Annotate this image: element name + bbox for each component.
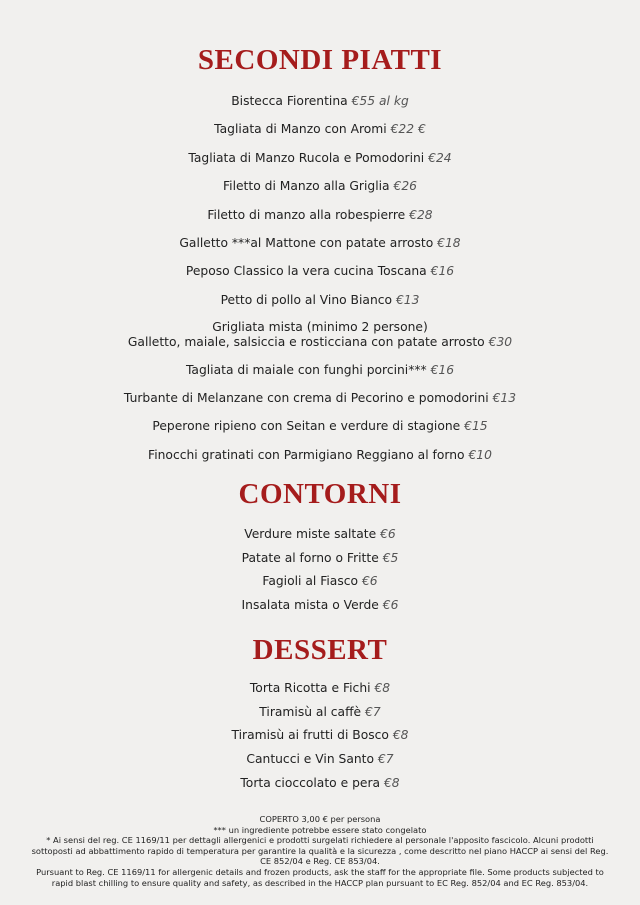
- menu-item-price: €6: [361, 574, 378, 589]
- menu-item-name: Petto di pollo al Vino Bianco: [220, 292, 393, 307]
- menu-item-price: €7: [365, 704, 381, 719]
- menu-item: [0, 178, 640, 194]
- menu-item: [0, 597, 640, 613]
- menu-item-name: Verdure miste saltate: [244, 527, 377, 541]
- menu-item-price: €30: [488, 334, 513, 349]
- menu-item: [0, 775, 640, 791]
- menu-item: [0, 418, 640, 434]
- menu-item-name: Filetto di manzo alla robespierre: [207, 207, 406, 222]
- menu-item-price: €10: [468, 447, 492, 462]
- menu-item-price: €5: [382, 550, 399, 565]
- section-title-secondi: SECONDI PIATTI: [197, 44, 443, 76]
- menu-item-name: Filetto di Manzo alla Griglia: [222, 179, 390, 194]
- menu-item: [0, 680, 640, 696]
- menu-item-price: €13: [492, 390, 517, 405]
- section-title-contorni: CONTORNI: [238, 478, 402, 510]
- menu-item-name: Fagioli al Fiasco: [262, 574, 359, 589]
- coperto-note: COPERTO 3,00 € per persona: [259, 814, 381, 824]
- menu-item: [0, 150, 640, 166]
- menu-item: [0, 292, 640, 308]
- menu-item: [0, 320, 640, 349]
- menu-item-price: €16: [430, 362, 455, 377]
- menu-item-name: Torta cioccolato e pera: [240, 775, 381, 790]
- menu-item-name: Insalata mista o Verde: [241, 598, 379, 613]
- menu-item-price: €8: [392, 728, 409, 743]
- footer-notes: [30, 814, 610, 888]
- menu-item-name: Tagliata di Manzo Rucola e Pomodorini: [188, 150, 425, 165]
- menu-item: [0, 121, 640, 137]
- menu-item: [0, 704, 640, 720]
- menu-item: [0, 390, 640, 406]
- allergen-note-english: Pursuant to Reg. CE 1169/11 for allergenic details and frozen products, ask the staff for the appropriate file. Some products subjected to rapid blast chilling to ensure quality and safety, as described in the HACCP plan pursuant to EC Reg. 852/04 and EC Reg. 853/04.: [36, 866, 604, 888]
- menu-item-name: Galletto ***al Mattone con patate arrosto: [179, 235, 434, 250]
- section-title-dessert: DESSERT: [252, 634, 388, 666]
- frozen-note: *** un ingrediente potrebbe essere stato congelato: [213, 824, 427, 835]
- menu-item: [0, 263, 640, 279]
- menu-item-heading: Grigliata mista (minimo 2 persone): [212, 320, 428, 335]
- menu-item: [0, 93, 640, 109]
- menu-item: [0, 526, 640, 542]
- menu-item: [0, 362, 640, 378]
- menu-item-price: €28: [409, 207, 433, 222]
- menu-item: [0, 207, 640, 223]
- menu-item-name: Torta Ricotta e Fichi: [249, 681, 371, 695]
- allergen-note-italian: * Ai sensi del reg. CE 1169/11 per dettagli allergenici e prodotti surgelati richiedere al personale l'apposito fascicolo. Alcuni prodotti sottoposti ad abbattimento rapido di temperatura per garantire la qualità e la sicurezza , come descritto nel piano HACCP ai sensi del Reg. CE 852/04 e Reg. CE 853/04.: [31, 835, 609, 867]
- menu-item-name: Peposo Classico la vera cucina Toscana: [185, 264, 427, 279]
- menu-item: [0, 727, 640, 743]
- menu-item-name: Tiramisù ai frutti di Bosco: [231, 728, 389, 743]
- menu-item-name: Turbante di Melanzane con crema di Pecorino e pomodorini: [123, 390, 489, 405]
- menu-item: [0, 235, 640, 251]
- menu-item-price: €7: [377, 752, 394, 767]
- menu-item-price: €8: [383, 775, 400, 790]
- menu-item-name: Tagliata di maiale con funghi porcini***: [185, 362, 427, 377]
- menu-item-name: Galletto, maiale, salsiccia e rosticciana con patate arrosto: [127, 334, 485, 349]
- menu-item: [0, 573, 640, 589]
- menu-item: [0, 751, 640, 767]
- menu-item-name: Cantucci e Vin Santo: [246, 752, 374, 767]
- dessert-list: [0, 680, 640, 798]
- menu-item-price: €8: [374, 681, 391, 695]
- menu-item: [0, 447, 640, 463]
- menu-item-name: Patate al forno o Fritte: [241, 550, 379, 565]
- menu-item-price: €16: [430, 264, 455, 279]
- menu-item: [0, 550, 640, 566]
- menu-item-name: Peperone ripieno con Seitan e verdure di stagione: [152, 419, 461, 434]
- menu-item-price: €26: [393, 179, 417, 194]
- menu-item-price: €15: [464, 419, 488, 434]
- menu-item-price: €22 €: [390, 122, 426, 137]
- menu-item-price: €6: [380, 527, 396, 541]
- secondi-list: [0, 93, 640, 475]
- menu-item-price: €18: [437, 235, 461, 250]
- contorni-list: [0, 526, 640, 621]
- menu-item-price: €24: [428, 150, 452, 165]
- menu-item-name: Tagliata di Manzo con Aromi: [214, 122, 391, 137]
- menu-item-name: Finocchi gratinati con Parmigiano Reggiano al forno: [148, 447, 465, 462]
- menu-item-name: Tiramisù al caffè: [259, 704, 362, 719]
- menu-item-price: €6: [382, 598, 399, 613]
- menu-item-price: €13: [395, 292, 420, 307]
- menu-item-price: €55 al kg: [351, 94, 409, 108]
- menu-item-name: Bistecca Fiorentina: [231, 94, 348, 108]
